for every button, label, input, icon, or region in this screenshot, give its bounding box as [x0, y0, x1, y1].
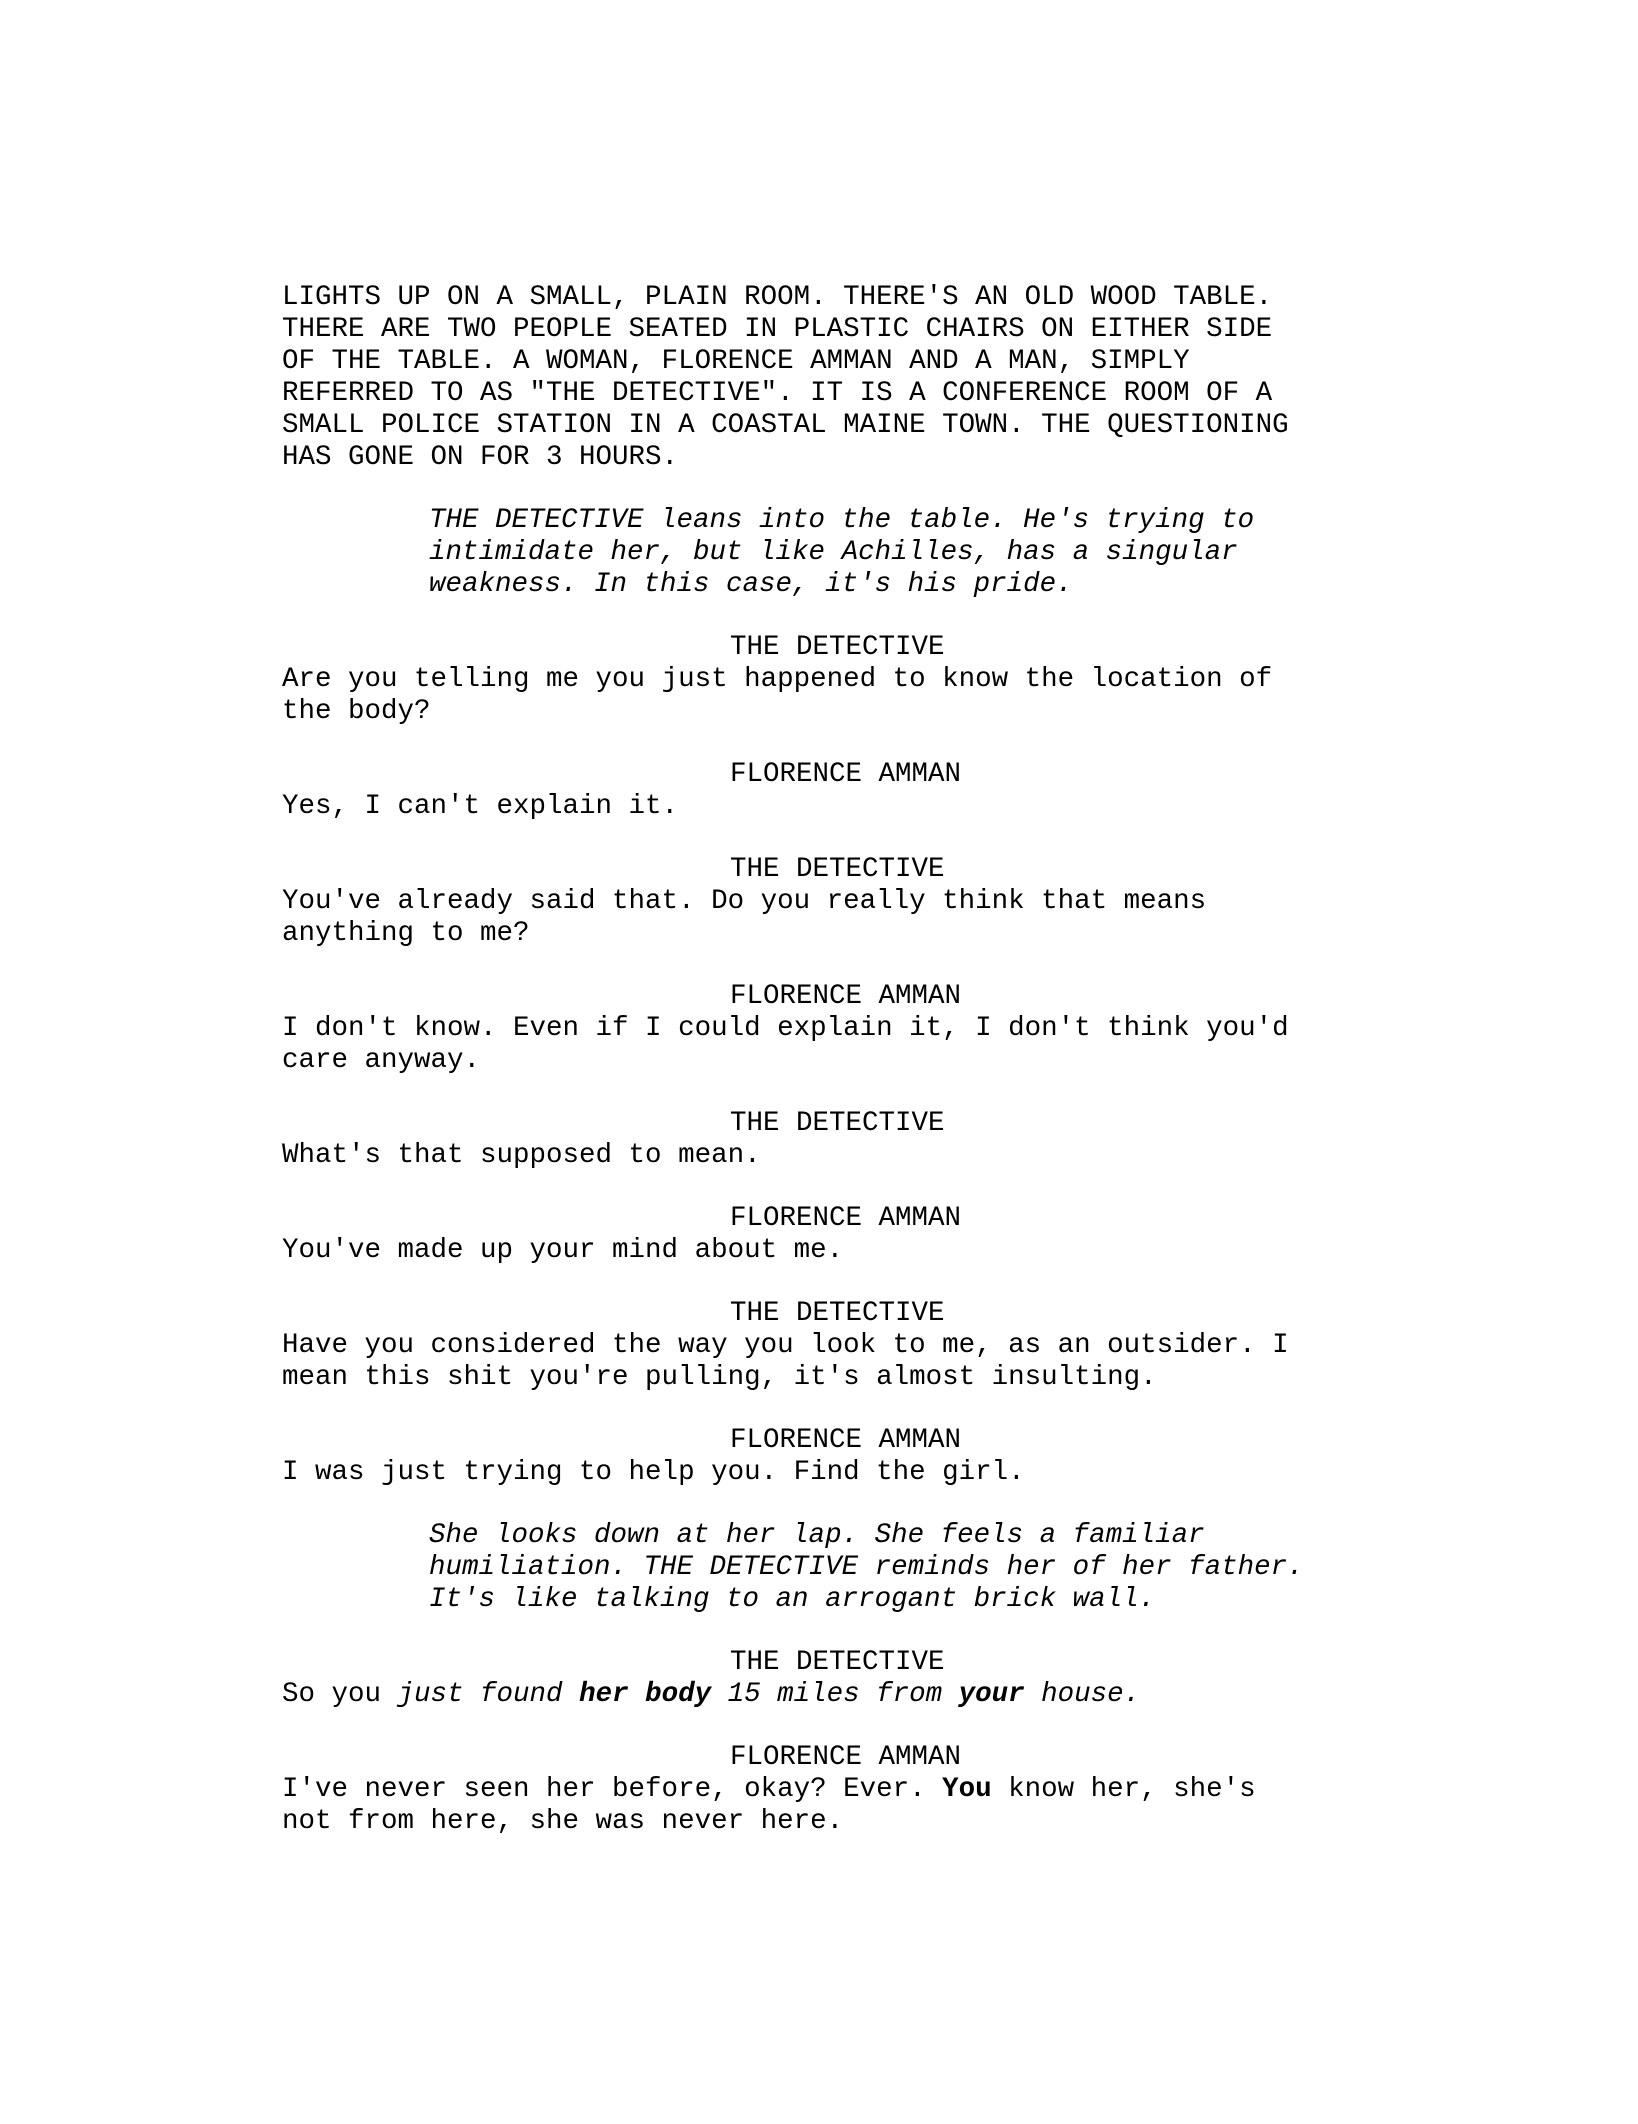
dialogue-line: What's that supposed to mean.: [282, 1140, 761, 1171]
dialogue-bold-italic-segment: her body: [579, 1679, 712, 1710]
character-name: THE DETECTIVE: [730, 854, 945, 885]
dialogue-line: You've already said that. Do you really think that means: [282, 886, 1207, 917]
dialogue-italic-segment: 15 miles from: [711, 1679, 959, 1710]
dialogue-line: Yes, I can't explain it.: [282, 791, 679, 822]
dialogue-line: care anyway.: [282, 1045, 481, 1076]
character-name: FLORENCE AMMAN: [730, 1203, 962, 1234]
dialogue-line: anything to me?: [282, 918, 530, 949]
dialogue-italic-segment: just found: [397, 1679, 580, 1710]
dialogue-line: You've made up your mind about me.: [282, 1235, 844, 1266]
action-line: LIGHTS UP ON A SMALL, PLAIN ROOM. THERE'S AN OLD WOOD TABLE.: [282, 282, 1273, 313]
character-name: THE DETECTIVE: [730, 632, 945, 663]
character-name: FLORENCE AMMAN: [730, 981, 962, 1012]
action-line: THERE ARE TWO PEOPLE SEATED IN PLASTIC CHAIRS ON EITHER SIDE: [282, 314, 1273, 345]
action-line: SMALL POLICE STATION IN A COASTAL MAINE TOWN. THE QUESTIONING: [282, 410, 1289, 441]
character-name: FLORENCE AMMAN: [730, 1742, 962, 1773]
dialogue-line: I don't know. Even if I could explain it, I don't think you'd: [282, 1013, 1289, 1044]
direction-line: weakness. In this case, it's his pride.: [429, 569, 1073, 600]
character-name: THE DETECTIVE: [730, 1647, 945, 1678]
character-name: THE DETECTIVE: [730, 1108, 945, 1139]
action-line: HAS GONE ON FOR 3 HOURS.: [282, 442, 679, 473]
dialogue-line: [282, 1679, 1140, 1711]
dialogue-line: [282, 1774, 1256, 1806]
dialogue-line: I was just trying to help you. Find the girl.: [282, 1457, 1025, 1488]
direction-line: humiliation. THE DETECTIVE reminds her of her father.: [429, 1552, 1304, 1583]
action-line: OF THE TABLE. A WOMAN, FLORENCE AMMAN AND A MAN, SIMPLY: [282, 346, 1190, 377]
direction-line: It's like talking to an arrogant brick wall.: [429, 1584, 1156, 1615]
dialogue-segment: know her, she's: [991, 1774, 1256, 1805]
character-name: FLORENCE AMMAN: [730, 1425, 962, 1456]
action-line: REFERRED TO AS "THE DETECTIVE". IT IS A CONFERENCE ROOM OF A: [282, 378, 1273, 409]
direction-line: She looks down at her lap. She feels a familiar: [429, 1520, 1205, 1551]
character-name: FLORENCE AMMAN: [730, 759, 962, 790]
dialogue-bold-segment: You: [942, 1774, 992, 1805]
dialogue-line: the body?: [282, 696, 431, 727]
direction-line: THE DETECTIVE leans into the table. He's trying to: [429, 505, 1255, 536]
dialogue-line: not from here, she was never here.: [282, 1806, 844, 1837]
dialogue-line: Are you telling me you just happened to know the location of: [282, 664, 1273, 695]
character-name: THE DETECTIVE: [730, 1298, 945, 1329]
dialogue-line: mean this shit you're pulling, it's almost insulting.: [282, 1362, 1157, 1393]
dialogue-italic-segment: house.: [1024, 1679, 1141, 1710]
dialogue-line: Have you considered the way you look to me, as an outsider. I: [282, 1330, 1289, 1361]
dialogue-bold-italic-segment: your: [958, 1679, 1025, 1710]
dialogue-segment: I've never seen her before, okay? Ever.: [282, 1774, 943, 1805]
dialogue-segment: So you: [282, 1679, 398, 1710]
direction-line: intimidate her, but like Achilles, has a singular: [429, 537, 1238, 568]
